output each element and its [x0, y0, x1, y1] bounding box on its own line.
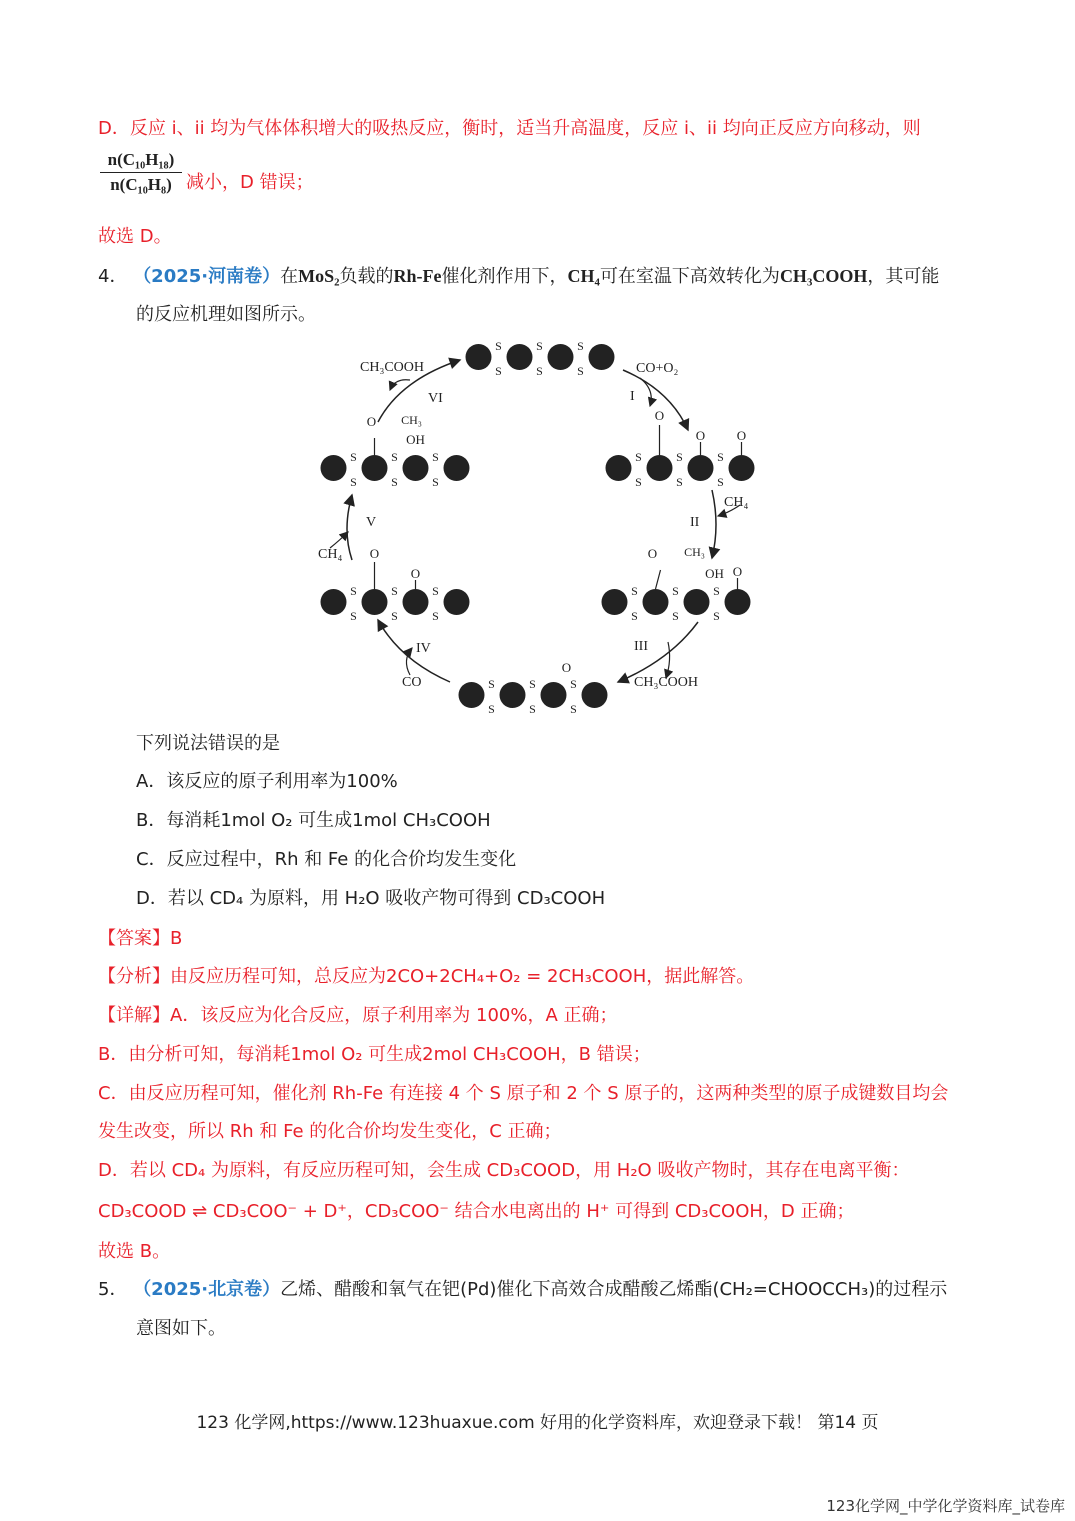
cluster-left-top-s-label: S	[391, 450, 398, 464]
cluster-bottom-s-label: S	[529, 702, 536, 716]
cluster-top-atom	[466, 344, 492, 370]
label-co-o2: CO+O₂	[636, 361, 679, 376]
arrow-co-in-bottom	[406, 648, 412, 675]
question-4-line-2: 的反应机理如图所示。	[136, 304, 316, 325]
label-ch4-right: CH₄	[724, 495, 749, 510]
detail-d-line-2: CD₃COOD ⇌ CD₃COO⁻ + D⁺，CD₃COO⁻ 结合水电离出的 H⁺ 可得到 CD₃COOH，D 正确；	[98, 1201, 855, 1222]
arrow-ch4-in-left	[330, 532, 348, 548]
question-5-line-2: 意图如下。	[136, 1318, 226, 1339]
q4-text: 在	[280, 266, 299, 287]
step-I: I	[630, 389, 635, 404]
cluster-right-bottom-s-label: S	[713, 609, 720, 623]
cluster-right-top-s-label: S	[676, 450, 683, 464]
cluster-right-top-atom	[688, 455, 714, 481]
cluster-left-bottom-s-label: S	[350, 584, 357, 598]
o-label: O	[647, 546, 658, 561]
cluster-top-atom	[507, 344, 533, 370]
cluster-right-bottom-s-label: S	[672, 584, 679, 598]
cluster-left-top-atom	[444, 455, 470, 481]
cluster-right-top-s-label: S	[635, 475, 642, 489]
formula-mos2: MoS₂	[298, 266, 340, 286]
o-label: O	[410, 566, 421, 581]
arrow-ch3cooh-out-left	[390, 380, 410, 390]
cluster-right-bottom-atom	[602, 589, 628, 615]
step-IV: IV	[416, 641, 431, 656]
cluster-left-bottom-s-label: S	[432, 609, 439, 623]
cluster-left-bottom-s-label: S	[391, 609, 398, 623]
arrow-IV	[378, 620, 450, 682]
cluster-bottom-s-label: S	[488, 702, 495, 716]
cluster-left-bottom-s-label: S	[432, 584, 439, 598]
label-co-bottom: CO	[402, 675, 422, 690]
page-footer: 123 化学网,https://www.123huaxue.com 好用的化学资料库，欢迎登录下载！ 第14 页	[196, 1413, 879, 1433]
cluster-right-bottom-atom	[643, 589, 669, 615]
oh-label: OH	[705, 566, 724, 581]
arrow-II	[712, 490, 716, 558]
step-V: V	[366, 515, 377, 530]
cluster-top-s-label: S	[536, 339, 543, 353]
cluster-left-bottom-atom	[321, 589, 347, 615]
cluster-top-s-label: S	[577, 364, 584, 378]
cluster-left-bottom-atom	[403, 589, 429, 615]
question-number: 4．	[98, 266, 128, 287]
cluster-left-bottom-s-label: S	[350, 609, 357, 623]
q4-text: 可在室温下高效转化为	[599, 266, 780, 287]
cluster-left-bottom-s-label: S	[391, 584, 398, 598]
mechanism-diagram	[300, 330, 780, 720]
question-5-line-1	[98, 1275, 947, 1301]
analysis: 【分析】由反应历程可知，总反应为2CO+2CH₄+O₂ = 2CH₃COOH，据此解答。	[98, 966, 755, 987]
option-b: B．每消耗1mol O₂ 可生成1mol CH₃COOH	[136, 810, 491, 831]
cluster-right-top-s-label: S	[717, 475, 724, 489]
fraction-denominator: n(C₁₀H₈)	[110, 175, 172, 194]
cluster-top-s-label: S	[495, 364, 502, 378]
cluster-bottom-s-label: S	[570, 702, 577, 716]
question-source: （2025·北京卷）	[133, 1279, 281, 1300]
cluster-left-top-atom	[362, 455, 388, 481]
fraction-bar	[100, 172, 182, 173]
choose-b: 故选 B。	[98, 1241, 171, 1262]
fraction	[100, 150, 182, 195]
formula-rhfe: Rh-Fe	[393, 266, 442, 286]
q4-text: 负载的	[339, 266, 394, 287]
o-label: O	[369, 546, 380, 561]
arrow-V	[347, 495, 352, 560]
cluster-left-top-s-label: S	[391, 475, 398, 489]
fraction-numerator: n(C₁₀H₁₈)	[107, 150, 175, 169]
cluster-left-top-s-label: S	[350, 450, 357, 464]
step-VI: VI	[428, 391, 443, 406]
cluster-right-top-atom	[647, 455, 673, 481]
detail-c-line-2: 发生改变，所以 Rh 和 Fe 的化合价均发生变化，C 正确；	[98, 1121, 562, 1142]
acyl-bond	[656, 570, 661, 589]
cluster-bottom-s-label: S	[529, 677, 536, 691]
question-number: 5．	[98, 1279, 128, 1300]
cluster-bottom-atom	[459, 682, 485, 708]
cluster-right-bottom-atom	[725, 589, 751, 615]
cluster-left-top-s-label: S	[432, 475, 439, 489]
formula-ch3cooh: CH₃COOH	[779, 266, 868, 286]
option-d: D．若以 CD₄ 为原料，用 H₂O 吸收产物可得到 CD₃COOH	[136, 888, 606, 909]
answer: 【答案】B	[98, 928, 183, 949]
cluster-right-bottom-atom	[684, 589, 710, 615]
d-line-1: D．反应 i、ii 均为气体体积增大的吸热反应，衡时，适当升高温度，反应 i、ii 均向正反应方向移动，则	[98, 118, 921, 139]
question-prompt: 下列说法错误的是	[136, 733, 280, 754]
cluster-left-top-atom	[321, 455, 347, 481]
cluster-right-top-atom	[729, 455, 755, 481]
o-label: O	[695, 428, 706, 443]
cluster-right-top-s-label: S	[676, 475, 683, 489]
cluster-right-bottom-s-label: S	[631, 584, 638, 598]
arrow-III	[618, 622, 698, 682]
cluster-top-atom	[548, 344, 574, 370]
d-line-2: 减小，D 错误；	[186, 172, 314, 193]
detail-a: 【详解】A．该反应为化合反应，原子利用率为 100%，A 正确；	[98, 1005, 618, 1026]
step-II: II	[690, 515, 700, 530]
cluster-right-top-atom	[606, 455, 632, 481]
cluster-left-top-atom	[403, 455, 429, 481]
cluster-right-bottom-s-label: S	[672, 609, 679, 623]
cluster-left-bottom-atom	[444, 589, 470, 615]
detail-d-line-1: D．若以 CD₄ 为原料，有反应历程可知，会生成 CD₃COOD，用 H₂O 吸收产物时，其存在电离平衡：	[98, 1160, 910, 1181]
question-4-line-1	[98, 262, 939, 288]
detail-b: B．由分析可知，每消耗1mol O₂ 可生成2mol CH₃COOH，B 错误；	[98, 1044, 651, 1065]
q4-text: 催化剂作用下，	[441, 266, 568, 287]
ch3-label: CH₃	[684, 545, 705, 559]
formula-ch4: CH₄	[567, 266, 600, 286]
label-ch4-left: CH₄	[318, 547, 343, 562]
q4-text: ，其可能	[867, 266, 940, 287]
cluster-right-bottom-s-label: S	[631, 609, 638, 623]
o-label: O	[736, 428, 747, 443]
cluster-bottom-s-label: S	[570, 677, 577, 691]
cluster-top-s-label: S	[577, 339, 584, 353]
watermark: 123化学网_中学化学资料库_试卷库	[826, 1497, 1065, 1515]
detail-c-line-1: C．由反应历程可知，催化剂 Rh-Fe 有连接 4 个 S 原子和 2 个 S 原子的，这两种类型的原子成键数目均会	[98, 1083, 949, 1104]
q5-text: 乙烯、醋酸和氧气在钯(Pd)催化下高效合成醋酸乙烯酯(CH₂=CHOOCCH₃)的过程示	[280, 1279, 948, 1300]
cluster-bottom-s-label: S	[488, 677, 495, 691]
cluster-right-top-s-label: S	[717, 450, 724, 464]
label-ch3cooh-top-left: CH₃COOH	[360, 360, 424, 375]
step-III: III	[634, 639, 648, 654]
cluster-top-s-label: S	[536, 364, 543, 378]
cluster-bottom-atom	[582, 682, 608, 708]
o-label: O	[654, 408, 665, 423]
arrow-ch3cooh-out-right	[666, 642, 670, 678]
cluster-top-s-label: S	[495, 339, 502, 353]
cluster-left-top-s-label: S	[432, 450, 439, 464]
cluster-bottom-atom	[500, 682, 526, 708]
choose-d: 故选 D。	[98, 226, 172, 247]
option-a: A．该反应的原子利用率为100%	[136, 771, 398, 792]
label-ch3cooh-right: CH₃COOH	[634, 675, 698, 690]
o-label: O	[561, 660, 572, 675]
cluster-bottom-atom	[541, 682, 567, 708]
oh-label: OH	[406, 432, 425, 447]
cluster-right-top-s-label: S	[635, 450, 642, 464]
ch3-label: CH₃	[401, 413, 422, 427]
o-label: O	[366, 414, 377, 429]
question-source: （2025·河南卷）	[133, 266, 281, 287]
cluster-right-bottom-s-label: S	[713, 584, 720, 598]
option-c: C．反应过程中，Rh 和 Fe 的化合价均发生变化	[136, 849, 517, 870]
o-label: O	[732, 564, 743, 579]
cluster-left-top-s-label: S	[350, 475, 357, 489]
cluster-left-bottom-atom	[362, 589, 388, 615]
cluster-top-atom	[589, 344, 615, 370]
